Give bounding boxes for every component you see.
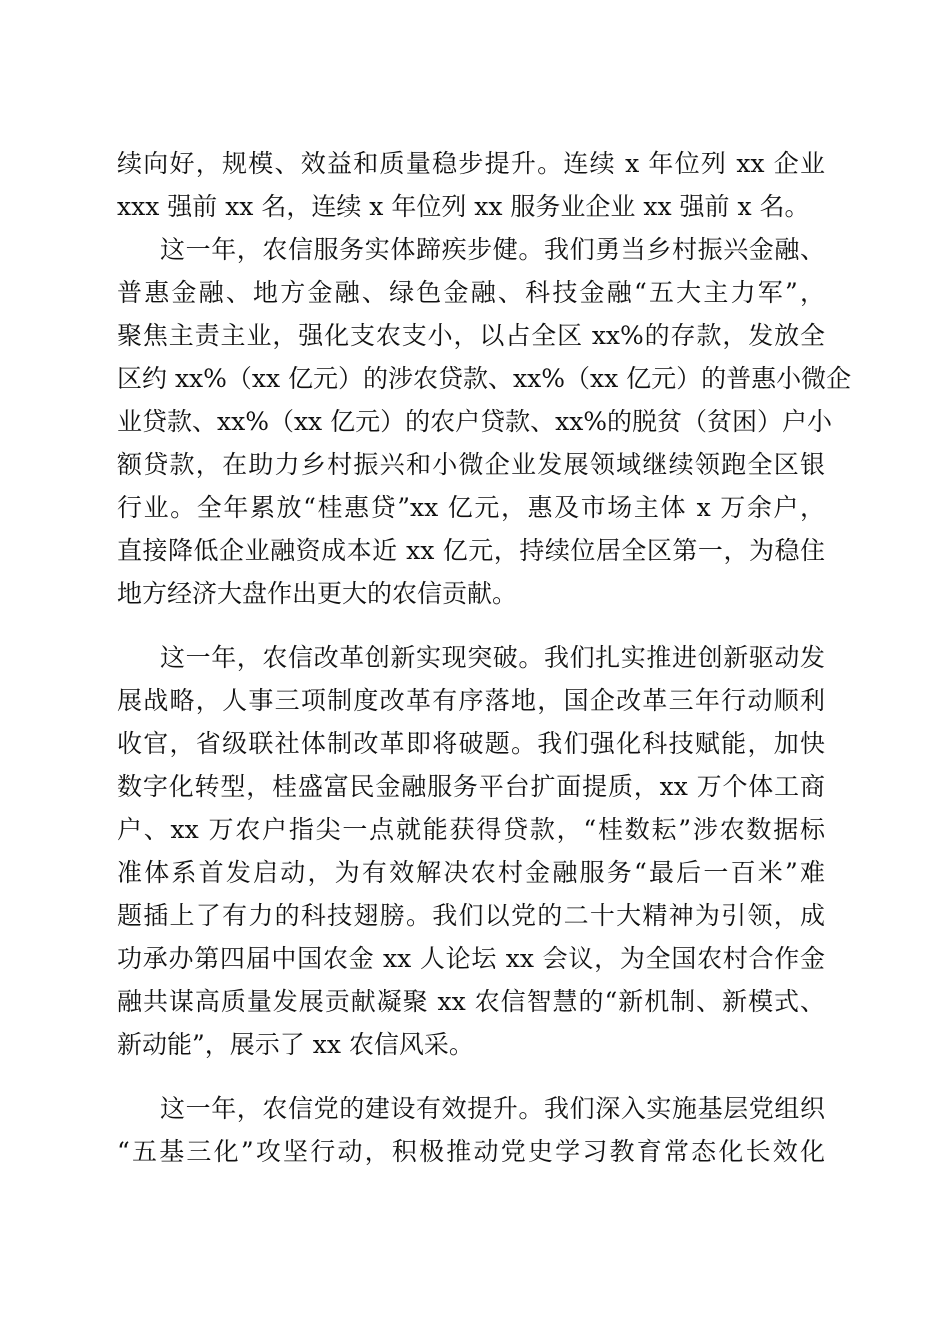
text-line-6: 区约 xx%（xx 亿元）的涉农贷款、xx%（xx 亿元）的普惠小微企: [117, 364, 852, 393]
text-line-9: 行业。全年累放“桂惠贷”xx 亿元，惠及市场主体 x 万余户，: [117, 493, 825, 522]
text-line-16: 户、xx 万农户指尖一点就能获得贷款，“桂数耘”涉农数据标: [117, 815, 825, 844]
text-line-15: 数字化转型，桂盛富民金融服务平台扩面提质，xx 万个体工商: [117, 772, 825, 801]
text-line-19: 功承办第四届中国农金 xx 人论坛 xx 会议，为全国农村合作金: [117, 944, 825, 973]
paragraph-start-service: 这一年，农信服务实体蹄疾步健。我们勇当乡村振兴金融、: [160, 235, 825, 264]
text-line-11: 地方经济大盘作出更大的农信贡献。: [117, 579, 518, 608]
text-line-17: 准体系首发启动，为有效解决农村金融服务“最后一百米”难: [117, 858, 825, 887]
text-line-1: 续向好，规模、效益和质量稳步提升。连续 x 年位列 xx 企业: [117, 149, 825, 178]
text-line-18: 题插上了有力的科技翅膀。我们以党的二十大精神为引领，成: [117, 901, 825, 930]
text-line-4: 普惠金融、地方金融、绿色金融、科技金融“五大主力军”，: [117, 278, 825, 307]
text-line-13: 展战略，人事三项制度改革有序落地，国企改革三年行动顺利: [117, 686, 825, 715]
text-line-7: 业贷款、xx%（xx 亿元）的农户贷款、xx%的脱贫（贫困）户小: [117, 407, 833, 436]
text-line-23: “五基三化”攻坚行动，积极推动党史学习教育常态化长效化: [117, 1137, 825, 1166]
text-line-8: 额贷款，在助力乡村振兴和小微企业发展领域继续领跑全区银: [117, 450, 825, 479]
text-line-5: 聚焦主责主业，强化支农支小，以占全区 xx%的存款，发放全: [117, 321, 825, 350]
text-line-10: 直接降低企业融资成本近 xx 亿元，持续位居全区第一，为稳住: [117, 536, 825, 565]
text-line-20: 融共谋高质量发展贡献凝聚 xx 农信智慧的“新机制、新模式、: [117, 987, 825, 1016]
paragraph-start-reform: 这一年，农信改革创新实现突破。我们扎实推进创新驱动发: [160, 643, 825, 672]
paragraph-start-party: 这一年，农信党的建设有效提升。我们深入实施基层党组织: [160, 1094, 825, 1123]
text-line-14: 收官，省级联社体制改革即将破题。我们强化科技赋能，加快: [117, 729, 825, 758]
text-line-2: xxx 强前 xx 名，连续 x 年位列 xx 服务业企业 xx 强前 x 名。: [117, 192, 810, 221]
text-line-21: 新动能”，展示了 xx 农信风采。: [117, 1030, 474, 1059]
